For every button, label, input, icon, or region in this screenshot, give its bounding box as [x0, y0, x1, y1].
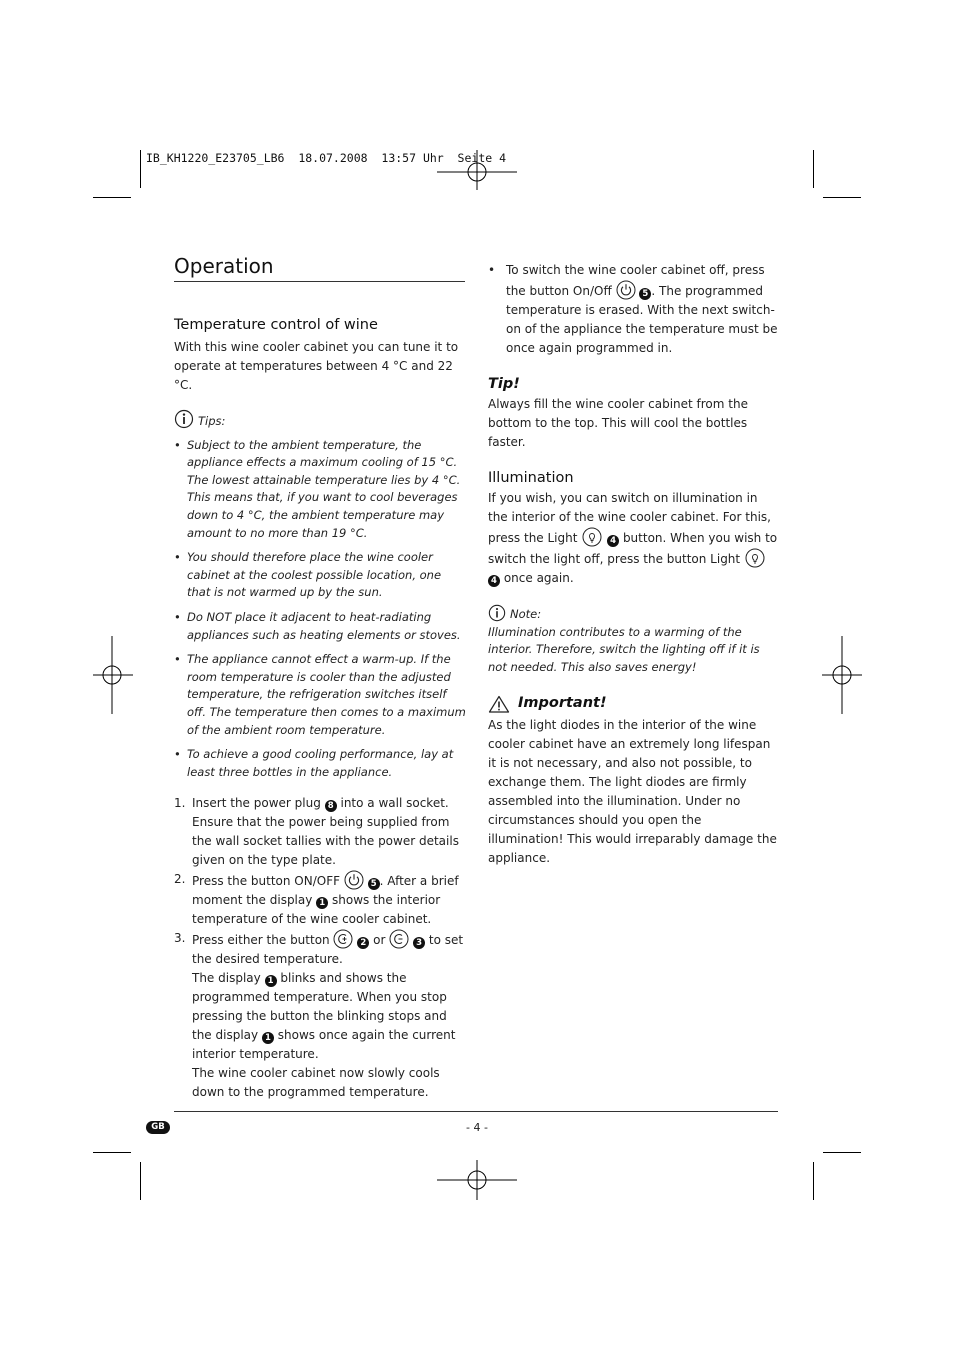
reference-badge: 5 — [368, 878, 380, 890]
info-circle-icon — [174, 409, 194, 429]
reference-badge: 5 — [639, 288, 651, 300]
step-3: 3. Press either the button 2 or 3 to set the desired temperature. The display 1 blinks and shows the programmed temperature. When you stop pressing the button the blinking stops and the display 1 shows once again the current interior temperature. The wine cooler cabinet now slowly cools down to the programmed temperature. — [174, 931, 464, 1100]
registration-mark-bottom — [437, 1160, 517, 1200]
section-title-temperature: Temperature control of wine — [174, 317, 378, 333]
tip-item: • You should therefore place the wine cooler cabinet at the coolest possible location, one that is not warmed up by the sun. — [174, 549, 466, 602]
warning-triangle-icon — [488, 695, 510, 713]
illumination-title: Illumination — [488, 470, 574, 486]
tip-text: Always fill the wine cooler cabinet from the bottom to the top. This will cool the bottles faster. — [488, 397, 748, 449]
intro-text: With this wine cooler cabinet you can tune it to operate at temperatures between 4 °C and 22 °C. — [174, 340, 459, 392]
important-header — [488, 694, 778, 713]
reference-badge: 1 — [262, 1032, 274, 1044]
tip-item: • Subject to the ambient temperature, the appliance effects a maximum cooling of 15 °C. The lowest attainable temperature lies by 4 °C. This means that, if you want to cool beverages down to 4 °C, the ambient temperature may amount to no more than 19 °C. — [174, 437, 466, 543]
temperature-up-icon — [333, 929, 353, 949]
page-title: Operation — [174, 254, 274, 278]
tips-header — [174, 407, 466, 431]
temperature-down-icon — [389, 929, 409, 949]
registration-mark-left — [93, 636, 133, 714]
light-bulb-icon — [581, 527, 603, 547]
tip-item: • To achieve a good cooling performance, lay at least three bottles in the appliance. — [174, 746, 466, 781]
title-rule — [174, 281, 465, 282]
reference-badge: 4 — [607, 535, 619, 547]
reference-badge: 1 — [316, 897, 328, 909]
tips-label: Tips: — [198, 414, 226, 428]
step-1: 1. Insert the power plug 8 into a wall socket. Ensure that the power being supplied from the wall socket tallies with the power details given on the type plate. — [174, 796, 459, 868]
language-badge: GB — [146, 1121, 170, 1134]
illumination-text: If you wish, you can switch on illumination in the interior of the wine cooler cabinet. For this, press the Light 4 button. When you wish to switch the light off, press the button Light 4 once again. — [488, 491, 778, 586]
light-bulb-icon — [744, 548, 766, 568]
note-label: Note: — [510, 607, 542, 621]
reference-badge: 8 — [325, 800, 337, 812]
note-header — [488, 602, 778, 624]
tip-item: • Do NOT place it adjacent to heat-radiating appliances such as heating elements or stoves. — [174, 609, 466, 644]
reference-badge: 4 — [488, 575, 500, 587]
registration-mark-right — [822, 636, 862, 714]
reference-badge: 1 — [265, 975, 277, 987]
step-2: 2. Press the button ON/OFF 5 . After a brief moment the display 1 shows the interior temperature of the wine cooler cabinet. — [174, 872, 459, 927]
right-column — [488, 261, 778, 868]
note-text: Illumination contributes to a warming of the interior. Therefore, switch the lighting off if it is not needed. This also saves energy! — [488, 624, 760, 674]
tips-list — [174, 437, 466, 782]
reference-badge: 2 — [357, 937, 369, 949]
page-number: - 4 - — [466, 1121, 488, 1134]
important-title: Important! — [518, 695, 607, 712]
footer-rule — [174, 1111, 778, 1112]
switch-off-item: • To switch the wine cooler cabinet off, press the button On/Off 5 . The programmed temperature is erased. With the next switch-on of the appliance the temperature must be once again programmed in. — [488, 261, 778, 358]
left-column — [174, 338, 466, 1102]
power-button-icon — [616, 280, 636, 300]
important-text: As the light diodes in the interior of the wine cooler cabinet have an extremely long lifespan it is not necessary, and also not possible, to exchange them. The light diodes are firmly assembled into the illumination. Under no circumstances should you open the illumination! This would irreparably damage the appliance. — [488, 718, 777, 866]
tip-title: Tip! — [488, 376, 520, 392]
tip-item: • The appliance cannot effect a warm-up. If the room temperature is cooler than the adjusted temperature, the refrigeration switches itself off. The temperature then comes to a maximum of the ambient room temperature. — [174, 651, 466, 739]
power-button-icon — [344, 870, 364, 890]
reference-badge: 3 — [413, 937, 425, 949]
info-circle-icon — [488, 604, 506, 622]
steps-list — [174, 794, 466, 1102]
print-slug: IB_KH1220_E23705_LB6 18.07.2008 13:57 Uhr Seite 4 — [146, 151, 507, 165]
